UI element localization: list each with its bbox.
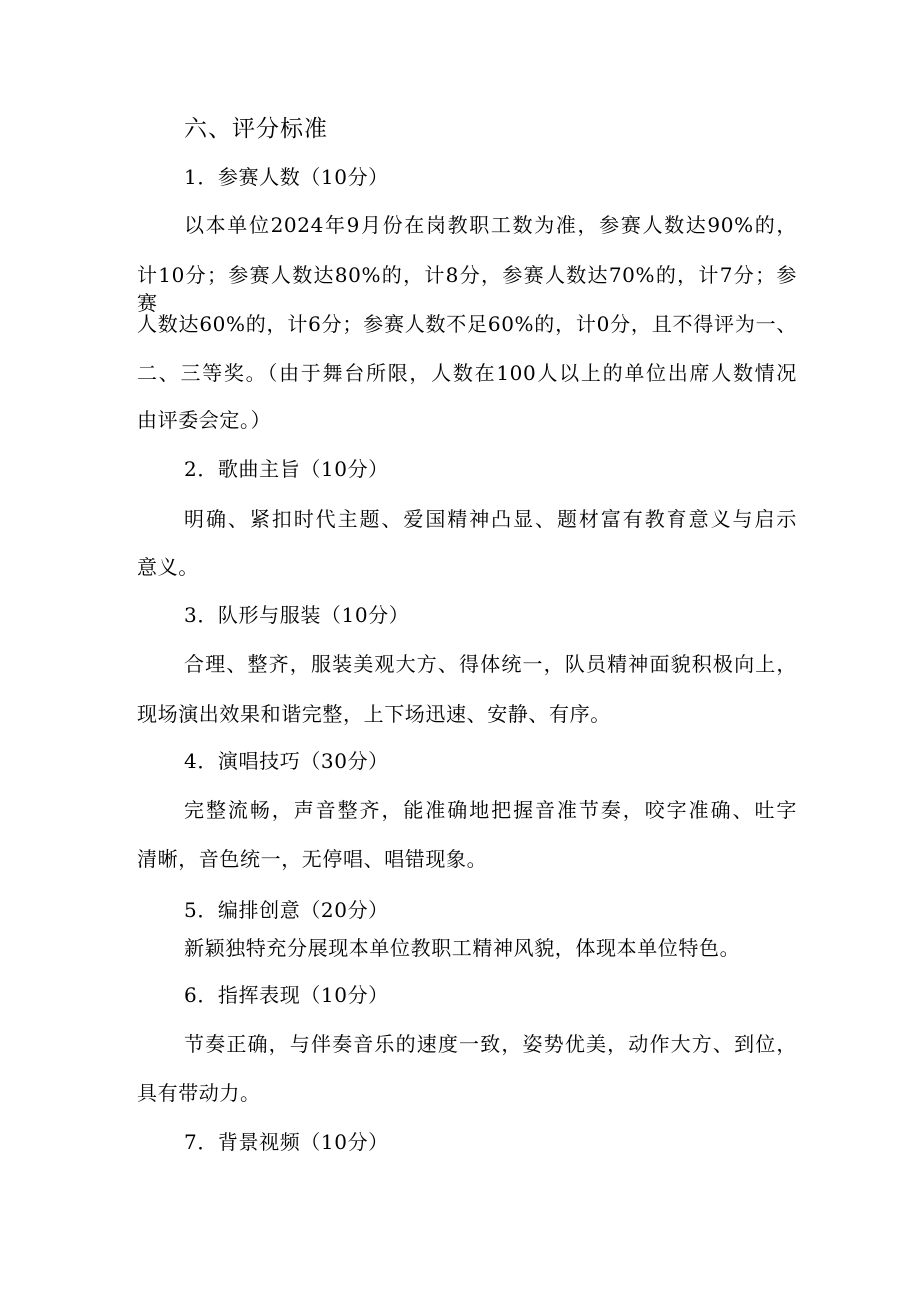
- criterion-1-line-2: 计10分；参赛人数达80%的，计8分，参赛人数达70%的，计7分；参赛: [137, 263, 797, 315]
- criterion-2-line-1: 明确、紧扣时代主题、爱国精神凸显、题材富有教育意义与启示: [184, 507, 797, 531]
- criterion-5-line-1: 新颖独特充分展现本单位教职工精神风貌，体现本单位特色。: [184, 936, 741, 960]
- criterion-1-line-5: 由评委会定。）: [137, 408, 272, 432]
- criterion-2-line-2: 意义。: [137, 555, 199, 579]
- criterion-6-line-1: 节奏正确，与伴奏音乐的速度一致，姿势优美，动作大方、到位，: [184, 1032, 797, 1056]
- criterion-3-heading: 3．队形与服装（10分）: [184, 603, 410, 627]
- criterion-1-line-3: 人数达60%的，计6分；参赛人数不足60%的，计0分，且不得评为一、: [137, 312, 797, 336]
- criterion-7-heading: 7．背景视频（10分）: [184, 1130, 389, 1154]
- criterion-4-line-1: 完整流畅，声音整齐，能准确地把握音准节奏，咬字准确、吐字: [184, 798, 797, 822]
- criterion-1-line-1: 以本单位2024年9月份在岗教职工数为准，参赛人数达90%的，: [184, 213, 797, 237]
- criterion-1-heading: 1．参赛人数（10分）: [184, 165, 389, 189]
- section-title: 六、评分标准: [184, 116, 328, 142]
- criterion-4-line-2: 清晰，音色统一，无停唱、唱错现象。: [137, 847, 488, 871]
- criterion-3-line-2: 现场演出效果和谐完整，上下场迅速、安静、有序。: [137, 702, 611, 726]
- criterion-2-heading: 2．歌曲主旨（10分）: [184, 457, 389, 481]
- criterion-3-line-1: 合理、整齐，服装美观大方、得体统一，队员精神面貌积极向上，: [184, 652, 797, 676]
- criterion-1-line-4: 二、三等奖。（由于舞台所限，人数在100人以上的单位出席人数情况: [137, 361, 797, 385]
- criterion-5-heading: 5．编排创意（20分）: [184, 898, 389, 922]
- criterion-4-heading: 4．演唱技巧（30分）: [184, 749, 389, 773]
- criterion-6-line-2: 具有带动力。: [137, 1081, 261, 1105]
- criterion-6-heading: 6．指挥表现（10分）: [184, 983, 389, 1007]
